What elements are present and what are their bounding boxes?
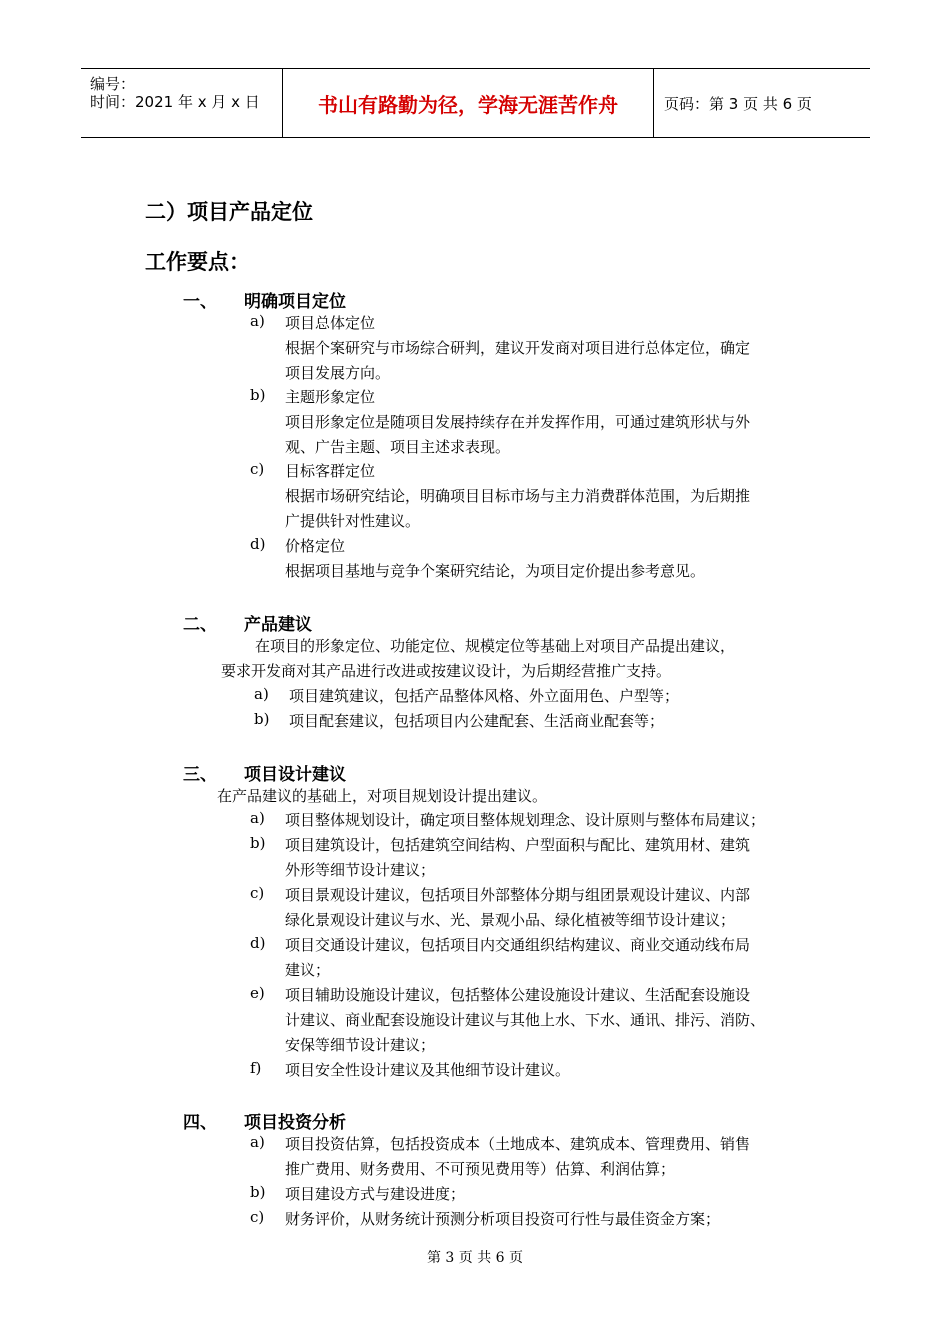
item-text: 绿化景观设计建议与水、光、景观小品、绿化植被等细节设计建议； bbox=[285, 911, 736, 929]
section-title: 项目投资分析 bbox=[244, 1113, 346, 1133]
work-points-heading: 工作要点： bbox=[145, 250, 250, 274]
item-text: 项目建筑建议，包括产品整体风格、外立面用色、户型等； bbox=[289, 687, 680, 705]
list-marker: a) bbox=[250, 312, 265, 330]
list-marker: b) bbox=[250, 386, 266, 404]
list-marker: c) bbox=[250, 1208, 265, 1226]
document-date: 时间：2021 年 x 月 x 日 bbox=[90, 93, 260, 111]
header-meta-cell bbox=[81, 69, 282, 137]
header-page-info: 页码：第 3 页 共 6 页 bbox=[664, 94, 812, 113]
page-footer: 第 3 页 共 6 页 bbox=[426, 1250, 524, 1266]
item-text: 项目形象定位是随项目发展持续存在并发挥作用，可通过建筑形状与外 bbox=[285, 413, 751, 431]
item-title: 价格定位 bbox=[285, 537, 346, 555]
item-text: 广提供针对性建议。 bbox=[285, 512, 421, 530]
list-marker: e) bbox=[250, 984, 265, 1002]
header-motto: 书山有路勤为径，学海无涯苦作舟 bbox=[318, 92, 618, 117]
section-title: 明确项目定位 bbox=[244, 292, 346, 312]
document-header bbox=[81, 68, 870, 138]
list-marker: a) bbox=[250, 1133, 265, 1151]
section-number: 三、 bbox=[183, 765, 217, 785]
item-title: 项目总体定位 bbox=[285, 314, 376, 332]
item-text: 计建议、商业配套设施设计建议与其他上水、下水、通讯、排污、消防、 bbox=[285, 1011, 766, 1029]
item-title: 目标客群定位 bbox=[285, 462, 376, 480]
item-title: 主题形象定位 bbox=[285, 388, 376, 406]
list-marker: a) bbox=[254, 685, 269, 703]
list-marker: b) bbox=[254, 710, 270, 728]
item-text: 项目安全性设计建议及其他细节设计建议。 bbox=[285, 1061, 571, 1079]
item-text: 财务评价，从财务统计预测分析项目投资可行性与最佳资金方案； bbox=[285, 1210, 721, 1228]
list-marker: a) bbox=[250, 809, 265, 827]
section-heading: 二）项目产品定位 bbox=[145, 200, 313, 224]
list-marker: d) bbox=[250, 934, 266, 952]
item-text: 安保等细节设计建议； bbox=[285, 1036, 436, 1054]
item-text: 根据项目基地与竞争个案研究结论，为项目定价提出参考意见。 bbox=[285, 562, 706, 580]
list-marker: b) bbox=[250, 1183, 266, 1201]
list-marker: b) bbox=[250, 834, 266, 852]
section-number: 一、 bbox=[183, 292, 217, 312]
header-divider bbox=[653, 69, 654, 137]
section-title: 产品建议 bbox=[244, 615, 312, 635]
list-marker: c) bbox=[250, 460, 265, 478]
document-number-label: 编号： bbox=[90, 75, 136, 93]
item-text: 外形等细节设计建议； bbox=[285, 861, 436, 879]
item-text: 项目建设方式与建设进度； bbox=[285, 1185, 466, 1203]
item-text: 项目投资估算，包括投资成本（土地成本、建筑成本、管理费用、销售 bbox=[285, 1135, 751, 1153]
list-marker: f) bbox=[250, 1059, 262, 1077]
item-text: 项目交通设计建议，包括项目内交通组织结构建议、商业交通动线布局 bbox=[285, 936, 751, 954]
section-intro: 要求开发商对其产品进行改进或按建议设计，为后期经营推广支持。 bbox=[221, 662, 672, 680]
item-text: 项目整体规划设计，确定项目整体规划理念、设计原则与整体布局建议； bbox=[285, 811, 766, 829]
item-text: 项目辅助设施设计建议，包括整体公建设施设计建议、生活配套设施设 bbox=[285, 986, 751, 1004]
item-text: 项目配套建议，包括项目内公建配套、生活商业配套等； bbox=[289, 712, 665, 730]
item-text: 根据个案研究与市场综合研判，建议开发商对项目进行总体定位，确定 bbox=[285, 339, 751, 357]
item-text: 建议； bbox=[285, 961, 331, 979]
item-text: 根据市场研究结论，明确项目目标市场与主力消费群体范围，为后期推 bbox=[285, 487, 751, 505]
section-number: 二、 bbox=[183, 615, 217, 635]
item-text: 项目建筑设计，包括建筑空间结构、户型面积与配比、建筑用材、建筑 bbox=[285, 836, 751, 854]
section-number: 四、 bbox=[183, 1113, 217, 1133]
list-marker: c) bbox=[250, 884, 265, 902]
item-text: 推广费用、财务费用、不可预见费用等）估算、利润估算； bbox=[285, 1160, 676, 1178]
section-intro: 在项目的形象定位、功能定位、规模定位等基础上对项目产品提出建议， bbox=[255, 637, 736, 655]
item-text: 项目发展方向。 bbox=[285, 364, 391, 382]
section-title: 项目设计建议 bbox=[244, 765, 346, 785]
list-marker: d) bbox=[250, 535, 266, 553]
item-text: 观、广告主题、项目主述求表现。 bbox=[285, 438, 511, 456]
item-text: 项目景观设计建议，包括项目外部整体分期与组团景观设计建议、内部 bbox=[285, 886, 751, 904]
section-intro: 在产品建议的基础上，对项目规划设计提出建议。 bbox=[217, 787, 548, 805]
